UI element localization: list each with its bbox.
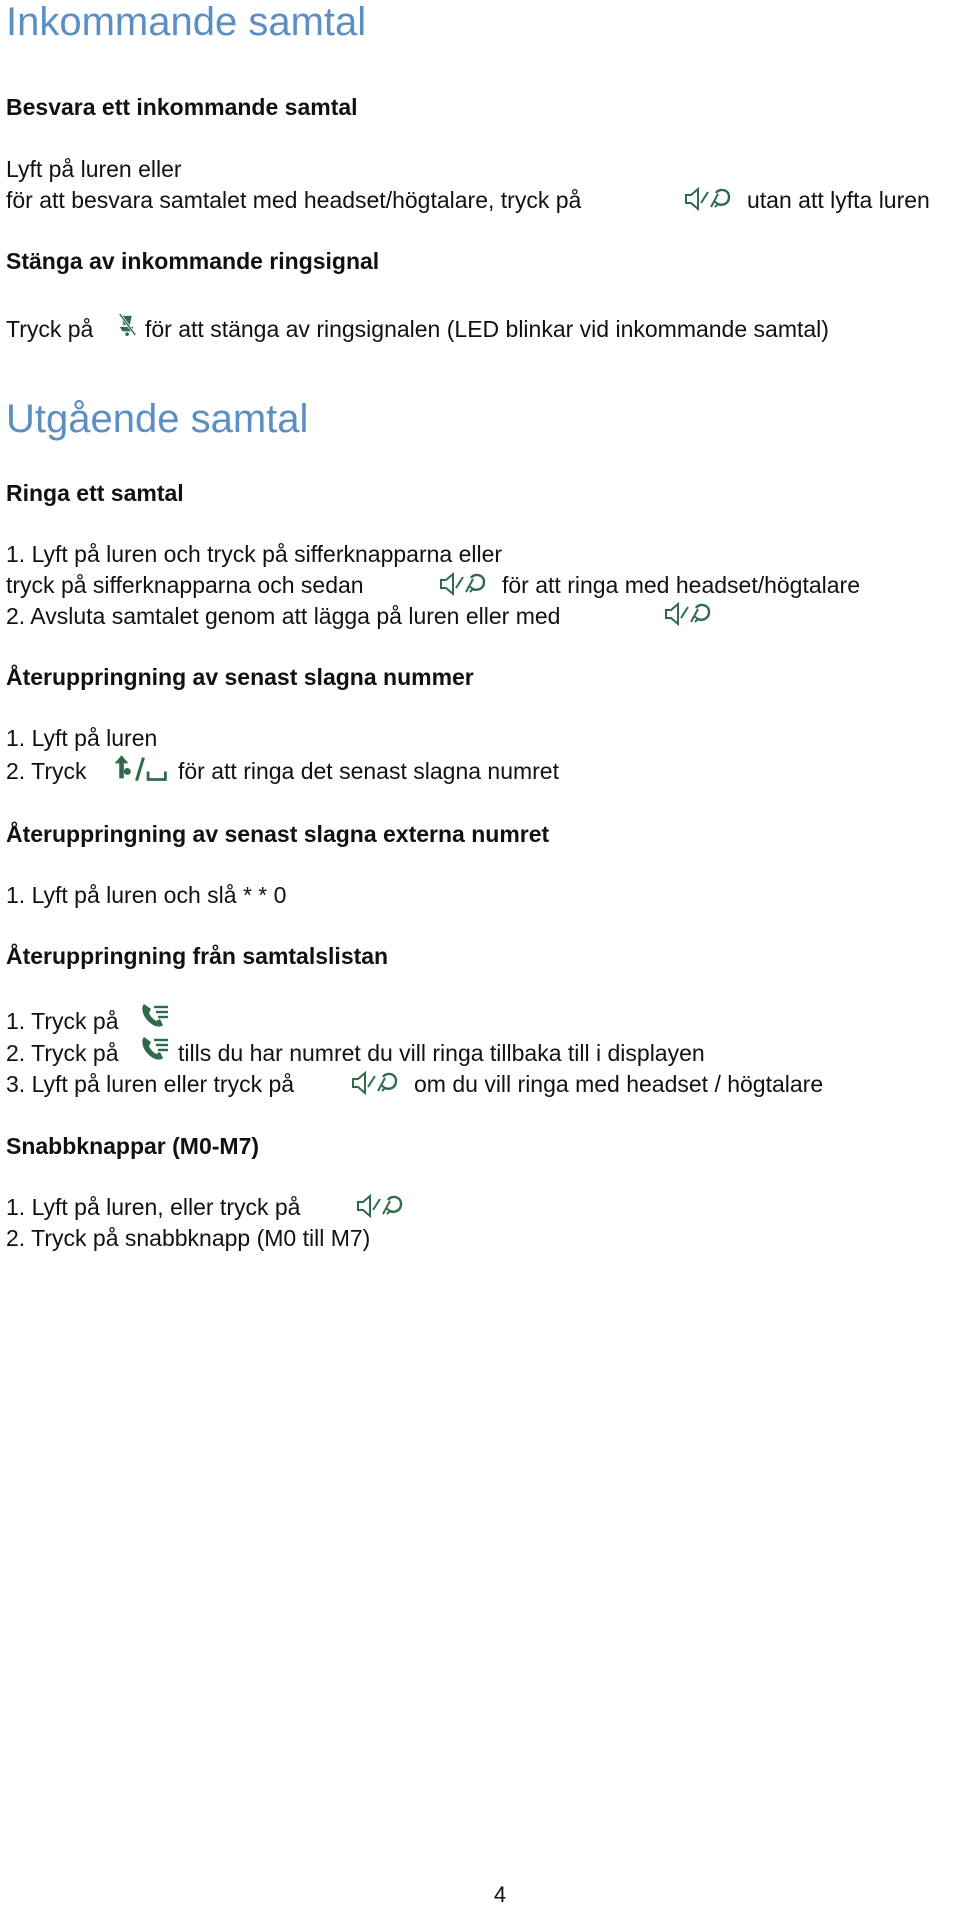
heading-call-list: Återuppringning från samtalslistan [6, 943, 389, 969]
heading-redial: Återuppringning av senast slagna nummer [6, 664, 474, 690]
heading-answer-call: Besvara ett inkommande samtal [6, 94, 358, 120]
heading-speed-dial: Snabbknappar (M0-M7) [6, 1133, 260, 1159]
call-list-line-3b: om du vill ringa med headset / högtalare [414, 1071, 824, 1097]
call-list-line-1: 1. Tryck på [6, 1008, 119, 1034]
call-list-icon [140, 1001, 170, 1029]
redial-line-1: 1. Lyft på luren [6, 725, 158, 751]
call-list-line-2a: 2. Tryck på [6, 1040, 119, 1066]
section-title-outgoing: Utgående samtal [6, 397, 309, 441]
call-line-1: 1. Lyft på luren och tryck på sifferknapparna eller [6, 541, 503, 567]
mute-ring-icon [117, 311, 139, 339]
call-list-icon [140, 1034, 170, 1062]
speaker-headset-icon [350, 1070, 400, 1096]
heading-make-call: Ringa ett samtal [6, 480, 184, 506]
call-list-line-3a: 3. Lyft på luren eller tryck på [6, 1071, 295, 1097]
speed-dial-line-1: 1. Lyft på luren, eller tryck på [6, 1194, 301, 1220]
answer-line-2a: för att besvara samtalet med headset/högtalare, tryck på [6, 187, 582, 213]
answer-line-1: Lyft på luren eller [6, 156, 182, 182]
call-list-line-2b: tills du har numret du vill ringa tillbaka till i displayen [178, 1040, 705, 1066]
redial-external-line-1: 1. Lyft på luren och slå * * 0 [6, 882, 287, 908]
page-number: 4 [493, 1882, 507, 1907]
speaker-headset-icon [355, 1193, 405, 1219]
section-title-incoming: Inkommande samtal [6, 0, 367, 44]
answer-line-2b: utan att lyfta luren [747, 187, 930, 213]
speaker-headset-icon [663, 601, 713, 627]
mute-line-a: Tryck på [6, 316, 94, 342]
speaker-headset-icon [438, 571, 488, 597]
redial-icon [111, 753, 169, 783]
redial-line-2b: för att ringa det senast slagna numret [178, 758, 559, 784]
mute-line-b: för att stänga av ringsignalen (LED blinkar vid inkommande samtal) [145, 316, 829, 342]
redial-line-2a: 2. Tryck [6, 758, 87, 784]
heading-mute-ring: Stänga av inkommande ringsignal [6, 248, 380, 274]
call-line-2a: tryck på sifferknapparna och sedan [6, 572, 364, 598]
call-line-3: 2. Avsluta samtalet genom att lägga på luren eller med [6, 603, 561, 629]
speaker-headset-icon [683, 186, 733, 212]
call-line-2b: för att ringa med headset/högtalare [502, 572, 861, 598]
heading-redial-external: Återuppringning av senast slagna externa numret [6, 821, 550, 847]
speed-dial-line-2: 2. Tryck på snabbknapp (M0 till M7) [6, 1225, 371, 1251]
